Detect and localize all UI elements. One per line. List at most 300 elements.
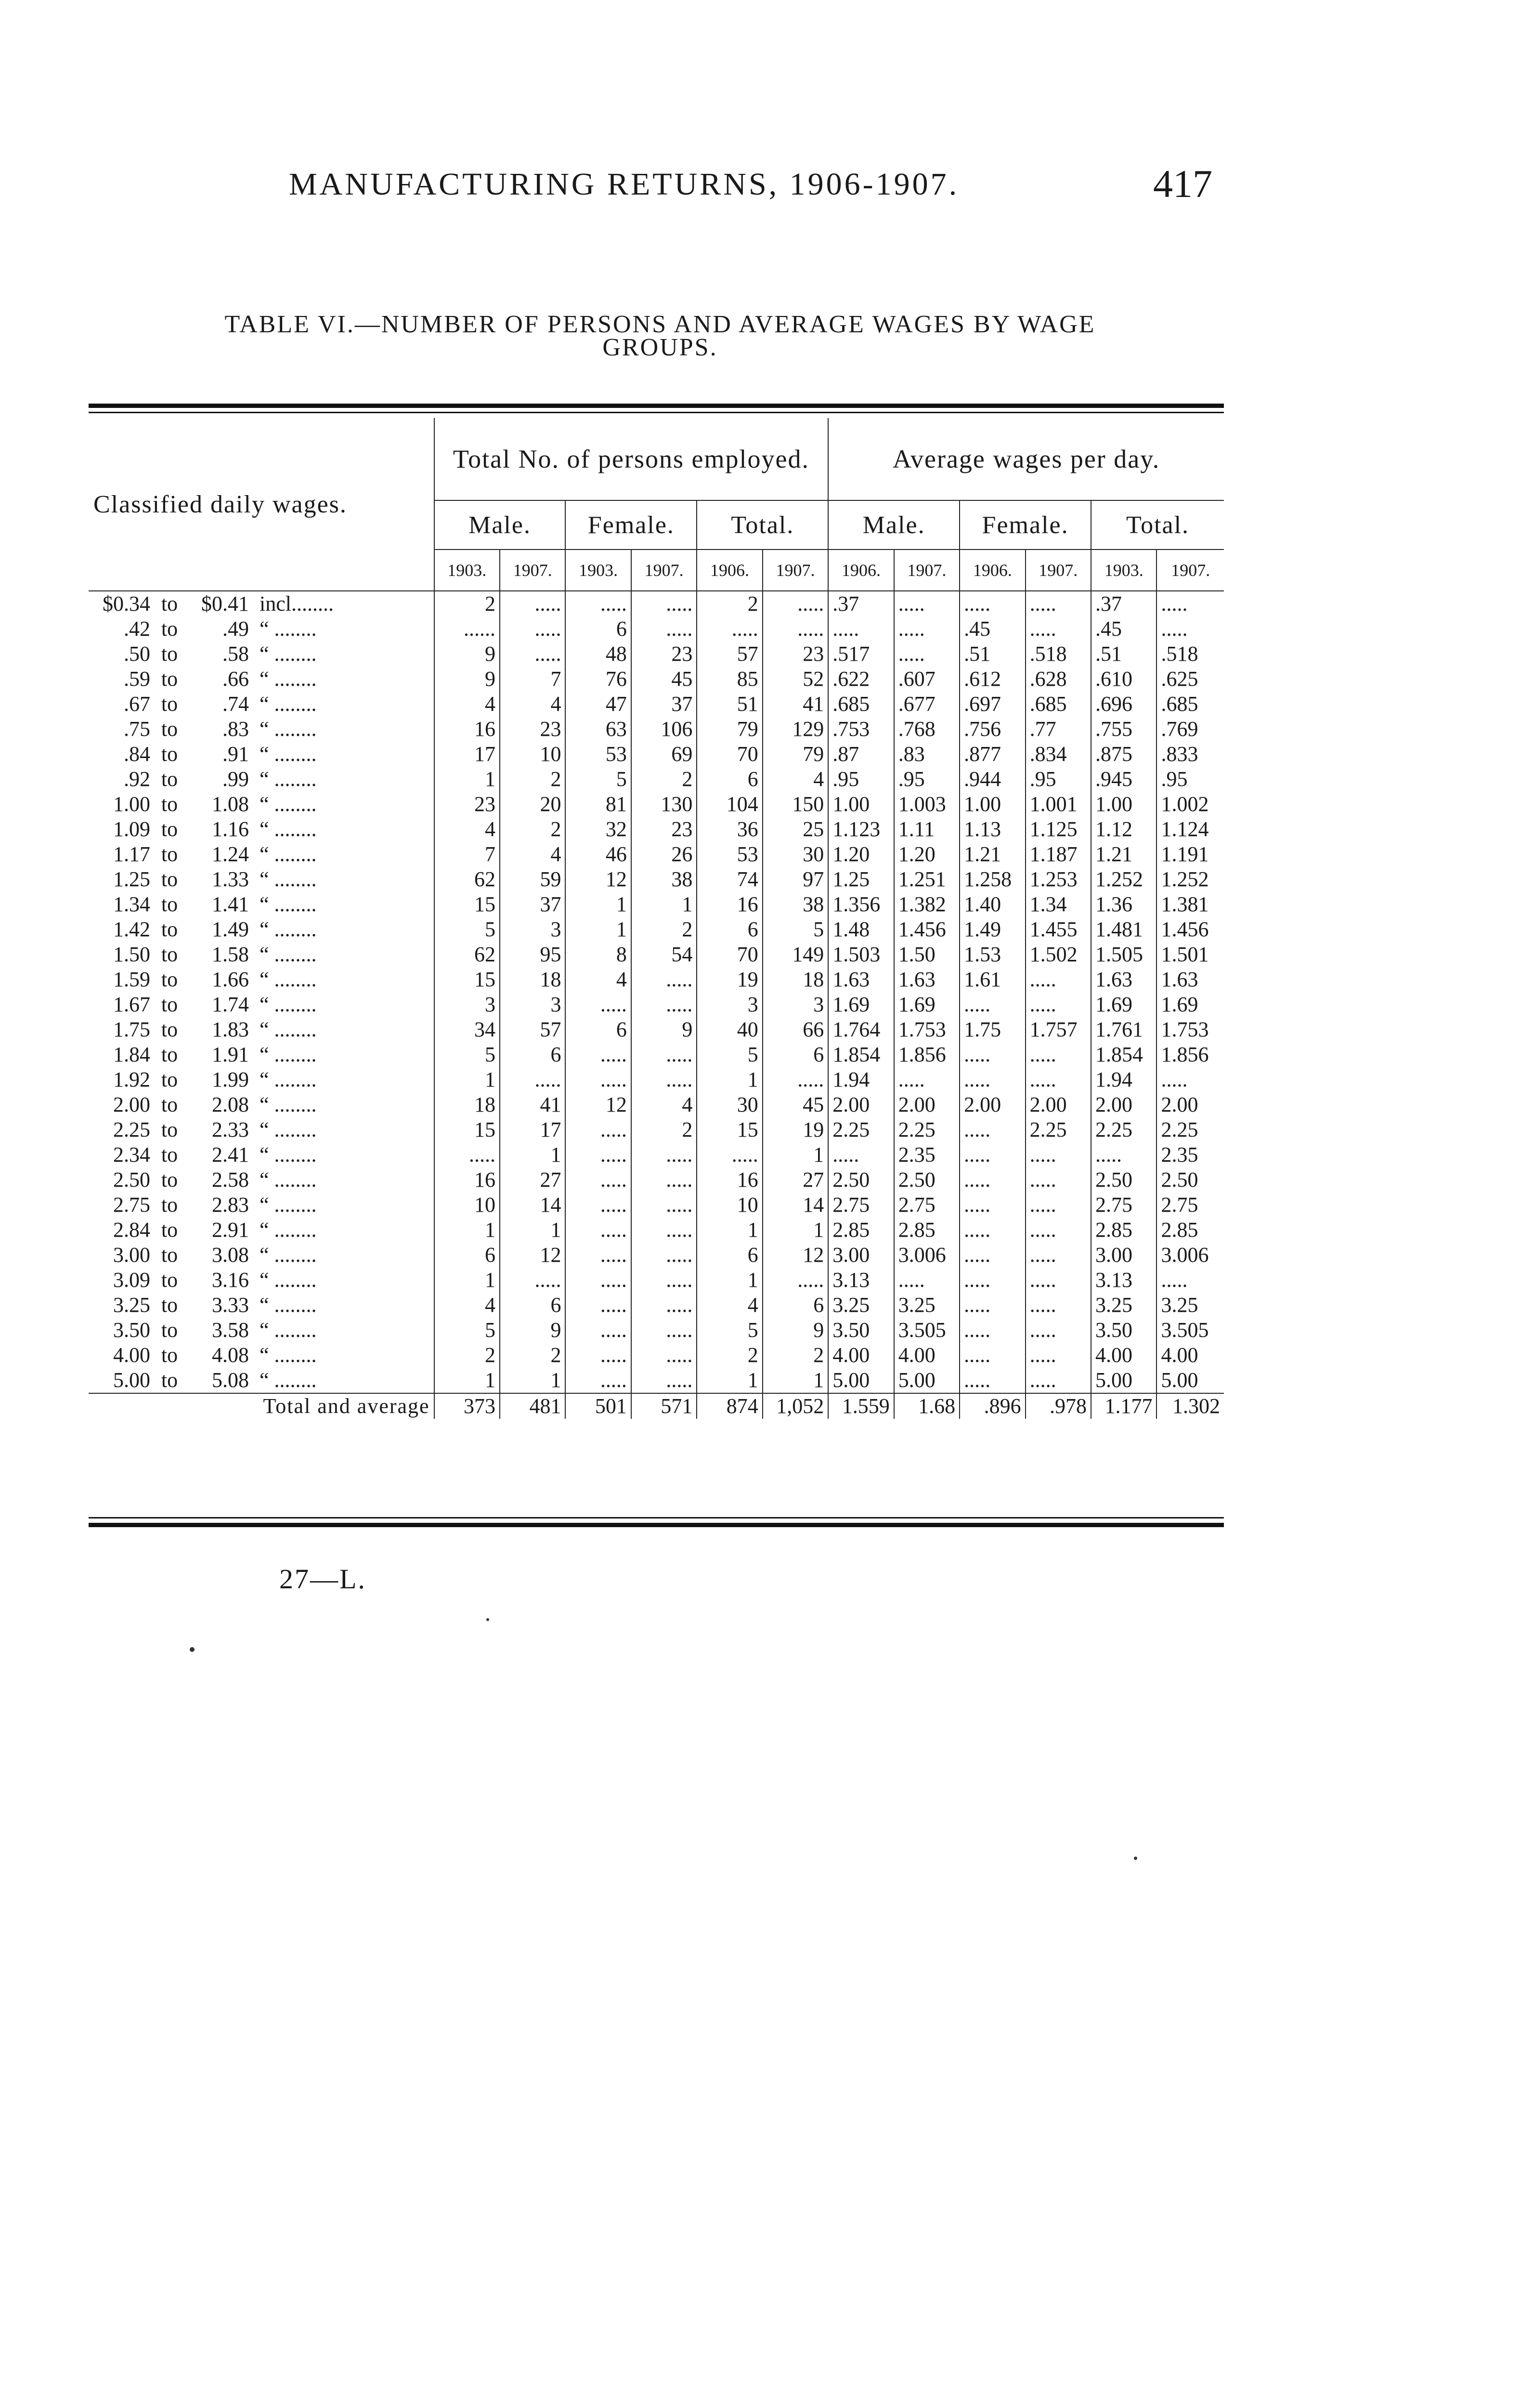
table-row [89,1318,1224,1343]
table-cell: 4.00 [894,1343,960,1368]
table-row [89,641,1224,667]
table-cell: 18 [500,967,565,992]
table-cell: 74 [697,867,762,892]
wage-to-word: to [161,817,178,841]
wage-suffix: “ ........ [260,817,317,841]
table-cell: 1.00 [960,792,1025,817]
table-cell: 16 [697,892,762,917]
wage-to-word: to [161,993,178,1016]
table-cell: 1.001 [1026,792,1091,817]
wage-range-label [89,692,434,717]
wage-suffix: “ ........ [260,1268,317,1292]
total-cell: 1.177 [1091,1393,1156,1419]
table-cell: 6 [565,616,631,641]
table-cell: 1.191 [1156,842,1224,867]
table-cell: 1.856 [894,1042,960,1067]
table-cell: .610 [1091,667,1156,692]
table-cell: 4 [565,967,631,992]
table-cell: ..... [697,1142,762,1167]
table-cell: 16 [697,1167,762,1192]
table-cell: ..... [1026,992,1091,1017]
table-cell: 1 [500,1142,565,1167]
table-cell: 30 [697,1092,762,1117]
table-cell: 2.50 [1156,1167,1224,1192]
table-cell: 2.85 [1156,1217,1224,1243]
table-cell: ..... [1026,1067,1091,1092]
table-cell: ..... [1026,1318,1091,1343]
wage-from: .67 [124,692,150,716]
wage-suffix: “ ........ [260,1118,317,1141]
table-cell: 16 [434,1167,500,1192]
table-cell: 1.53 [960,942,1025,967]
table-row [89,792,1224,817]
table-cell: ..... [631,1368,697,1393]
wage-range-label [89,1067,434,1092]
table-cell: ..... [565,1293,631,1318]
wage-to: $0.41 [201,592,249,615]
wage-range-label [89,942,434,967]
wage-suffix: “ ........ [260,1218,317,1242]
table-cell: 5 [697,1318,762,1343]
table-cell: 1 [565,892,631,917]
table-cell: 1.456 [1156,917,1224,942]
table-cell: 23 [500,717,565,742]
table-cell: 26 [631,842,697,867]
bottom-double-rule-thick [89,1523,1224,1527]
table-cell: 2.00 [960,1092,1025,1117]
table-cell: 2.00 [1026,1092,1091,1117]
wage-range-label [89,1192,434,1217]
table-cell: 129 [763,717,829,742]
table-cell: 1.501 [1156,942,1224,967]
table-cell: .95 [1026,767,1091,792]
wage-to: 2.83 [212,1193,249,1217]
year-header-cell: 1906. [828,550,894,591]
wage-suffix: “ ........ [260,1343,317,1367]
wage-to: .58 [222,642,249,666]
table-row [89,1142,1224,1167]
table-row [89,692,1224,717]
wage-to: .49 [222,617,249,641]
running-head: MANUFACTURING RETURNS, 1906-1907. [289,167,960,202]
table-cell: .95 [1156,767,1224,792]
table-cell: 66 [763,1017,829,1042]
table-cell: 2.00 [894,1092,960,1117]
table-cell: 1.20 [894,842,960,867]
table-cell: 53 [565,742,631,767]
year-header-cell: 1906. [697,550,762,591]
wage-to: 1.74 [212,993,249,1016]
table-cell: ..... [565,1368,631,1393]
table-cell: 15 [434,1117,500,1142]
table-cell: .697 [960,692,1025,717]
table-cell: ..... [1026,1217,1091,1243]
year-header-cell: 1907. [1026,550,1091,591]
table-cell: ..... [960,1318,1025,1343]
table-row [89,917,1224,942]
total-cell: 874 [697,1393,762,1419]
table-cell: 1.757 [1026,1017,1091,1042]
table-row [89,817,1224,842]
table-cell: 2.00 [828,1092,894,1117]
table-cell: 6 [500,1293,565,1318]
table-row [89,767,1224,792]
table-cell: .517 [828,641,894,667]
table-cell: .518 [1026,641,1091,667]
table-cell: 2.85 [1091,1217,1156,1243]
table-cell: 12 [500,1243,565,1268]
wage-from: 2.75 [113,1193,150,1217]
wage-range-label [89,1092,434,1117]
wage-to: 3.08 [212,1243,249,1267]
year-header-cell: 1903. [1091,550,1156,591]
table-cell: ..... [565,1268,631,1293]
table-row [89,591,1224,616]
table-cell: 47 [565,692,631,717]
wage-to: 1.91 [212,1043,249,1066]
table-cell: ..... [631,1318,697,1343]
wage-suffix: “ ........ [260,1193,317,1217]
table-cell: ..... [631,1067,697,1092]
table-cell: ..... [763,591,829,616]
table-cell: 7 [500,667,565,692]
wage-suffix: “ ........ [260,1143,317,1166]
wage-range-label [89,967,434,992]
table-cell: 1.94 [1091,1067,1156,1092]
table-cell: 1.187 [1026,842,1091,867]
wage-to-word: to [161,942,178,966]
table-cell: ..... [894,1067,960,1092]
column-header-classified-wages: Classified daily wages. [89,418,434,591]
table-cell: ..... [960,1117,1025,1142]
table-cell: .833 [1156,742,1224,767]
table-cell: 32 [565,817,631,842]
wage-to: 5.08 [212,1368,249,1392]
table-cell: 4.00 [1091,1343,1156,1368]
table-cell: 1.381 [1156,892,1224,917]
table-cell: 14 [500,1192,565,1217]
table-cell: 4 [500,842,565,867]
table-cell: ..... [894,591,960,616]
table-cell: .834 [1026,742,1091,767]
table-cell: 1.61 [960,967,1025,992]
table-cell: 1 [697,1217,762,1243]
wage-range-label [89,1217,434,1243]
table-cell: ..... [631,992,697,1017]
wage-to-word: to [161,842,178,866]
year-header-cell: 1907. [500,550,565,591]
table-cell: 2.75 [894,1192,960,1217]
table-cell: 3 [500,917,565,942]
wage-suffix: “ ........ [260,1093,317,1116]
wage-to-word: to [161,1268,178,1292]
wage-range-label [89,616,434,641]
wage-to-word: to [161,1068,178,1091]
table-body [89,591,1224,1393]
wage-from: .59 [124,667,150,691]
total-cell: 373 [434,1393,500,1419]
table-cell: 27 [763,1167,829,1192]
table-cell: 4.00 [1156,1343,1224,1368]
table-row [89,1042,1224,1067]
table-cell: ..... [960,1042,1025,1067]
table-cell: 12 [565,1092,631,1117]
table-title-line-1: TABLE VI.—NUMBER OF PERSONS AND AVERAGE WAGES BY WAGE [224,311,1096,338]
subheader-persons-male: Male. [434,500,566,550]
table-cell: ..... [631,1042,697,1067]
table-cell: 3.13 [828,1268,894,1293]
wage-suffix: “ ........ [260,892,317,916]
table-cell: ..... [1026,1167,1091,1192]
table-cell: ..... [631,1293,697,1318]
wage-to: 1.49 [212,917,249,941]
table-cell: ..... [565,1217,631,1243]
table-cell: 1.258 [960,867,1025,892]
wage-from: .92 [124,767,150,791]
table-cell: ..... [960,1368,1025,1393]
table-cell: 70 [697,742,762,767]
table-cell: 41 [763,692,829,717]
table-cell: ..... [894,1268,960,1293]
year-header-cell: 1907. [631,550,697,591]
table-cell: ..... [565,1318,631,1343]
wage-from: 5.00 [113,1368,150,1392]
table-row [89,1293,1224,1318]
table-cell: 62 [434,942,500,967]
wage-suffix: “ ........ [260,1018,317,1041]
table-cell: 18 [434,1092,500,1117]
table-cell: 1.455 [1026,917,1091,942]
table-cell: 2.75 [828,1192,894,1217]
wage-suffix: “ ........ [260,642,317,666]
table-cell: 1.11 [894,817,960,842]
table-cell: .677 [894,692,960,717]
table-cell: 2.85 [828,1217,894,1243]
table-cell: 2.25 [1026,1117,1091,1142]
table-cell: 34 [434,1017,500,1042]
table-cell: ..... [960,1142,1025,1167]
table-cell: .95 [894,767,960,792]
table-cell: 23 [631,817,697,842]
table-cell: .753 [828,717,894,742]
table-cell: 4 [631,1092,697,1117]
table-cell: 9 [434,641,500,667]
wage-suffix: “ ........ [260,1043,317,1066]
table-cell: ..... [960,1192,1025,1217]
table-row [89,1243,1224,1268]
table-cell: .685 [828,692,894,717]
wage-to: 1.58 [212,942,249,966]
wage-to-word: to [161,642,178,666]
table-cell: 1.34 [1026,892,1091,917]
table-cell: 3.006 [1156,1243,1224,1268]
wage-to-word: to [161,1343,178,1367]
subheader-wages-female: Female. [960,500,1091,550]
table-cell: .51 [960,641,1025,667]
table-cell: 1.63 [894,967,960,992]
wage-range-label [89,1293,434,1318]
table-row [89,1017,1224,1042]
table-cell: 1.382 [894,892,960,917]
wage-to-word: to [161,867,178,891]
table-cell: ..... [960,1167,1025,1192]
wage-to: 2.91 [212,1218,249,1242]
table-cell: 12 [763,1243,829,1268]
total-cell: 1.559 [828,1393,894,1419]
table-row [89,742,1224,767]
table-cell: .625 [1156,667,1224,692]
table-cell: ..... [631,967,697,992]
paper-speck [486,1618,489,1621]
table-cell: 38 [763,892,829,917]
wage-suffix: “ ........ [260,917,317,941]
wage-range-label [89,1318,434,1343]
table-cell: 1.69 [1156,992,1224,1017]
table-cell: ..... [1026,1268,1091,1293]
table-cell: 95 [500,942,565,967]
table-cell: 3.00 [828,1243,894,1268]
table-cell: 130 [631,792,697,817]
table-cell: 6 [763,1293,829,1318]
table-cell: ..... [828,616,894,641]
total-cell: 1.302 [1156,1393,1224,1419]
table-cell: 37 [631,692,697,717]
table-cell: 10 [434,1192,500,1217]
table-cell: 5 [763,917,829,942]
wage-to: 1.33 [212,867,249,891]
wage-from: 3.50 [113,1318,150,1342]
wage-from: 1.42 [113,917,150,941]
table-cell: 3.25 [828,1293,894,1318]
table-cell: ..... [631,1167,697,1192]
wage-range-label [89,892,434,917]
table-cell: 3.00 [1091,1243,1156,1268]
table-cell: ..... [1156,591,1224,616]
table-cell: ..... [960,1067,1025,1092]
total-cell: 1.68 [894,1393,960,1419]
table-cell: 4 [697,1293,762,1318]
table-cell: 1.125 [1026,817,1091,842]
table-cell: 5 [434,1318,500,1343]
table-cell: 62 [434,867,500,892]
wage-to: 1.08 [212,792,249,816]
table-cell: ..... [763,1268,829,1293]
wage-to: 3.58 [212,1318,249,1342]
table-cell: 23 [631,641,697,667]
table-cell: 15 [434,892,500,917]
table-cell: 1 [434,1067,500,1092]
table-cell: 1.002 [1156,792,1224,817]
wage-from: 2.00 [113,1093,150,1116]
table-cell: 46 [565,842,631,867]
wage-range-label [89,992,434,1017]
table-cell: 1.20 [828,842,894,867]
table-cell: 1.25 [828,867,894,892]
table-cell: 15 [434,967,500,992]
wage-to: 1.99 [212,1068,249,1091]
table-cell: ..... [960,1343,1025,1368]
table-cell: 1 [434,767,500,792]
table-cell: 18 [763,967,829,992]
wage-range-label [89,1268,434,1293]
wage-suffix: “ ........ [260,1368,317,1392]
wage-to-word: to [161,767,178,791]
table-cell: ..... [697,616,762,641]
table-cell: 2 [631,1117,697,1142]
table-cell: ..... [1156,1268,1224,1293]
wage-suffix: “ ........ [260,1168,317,1191]
table-cell: 70 [697,942,762,967]
wage-table [89,418,1224,1419]
table-cell: 19 [763,1117,829,1142]
table-cell: 1 [631,892,697,917]
subheader-wages-male: Male. [828,500,960,550]
table-cell: 9 [434,667,500,692]
table-cell: ..... [500,1067,565,1092]
table-cell: ..... [631,591,697,616]
wage-from: .84 [124,742,150,766]
table-cell: 1.50 [894,942,960,967]
wage-range-label [89,917,434,942]
wage-suffix: “ ........ [260,942,317,966]
table-cell: 15 [697,1117,762,1142]
table-cell: 2 [434,591,500,616]
table-cell: 2 [631,917,697,942]
table-cell: ..... [1156,1067,1224,1092]
table-cell: 37 [500,892,565,917]
table-cell: ..... [960,992,1025,1017]
wage-suffix: “ ........ [260,717,317,741]
year-header-cell: 1906. [960,550,1025,591]
year-header-cell: 1907. [1156,550,1224,591]
table-cell: ..... [1026,1368,1091,1393]
table-cell: 85 [697,667,762,692]
table-cell: 5.00 [894,1368,960,1393]
table-cell: ...... [434,616,500,641]
table-cell: 2.50 [894,1167,960,1192]
wage-to-word: to [161,1043,178,1066]
wage-to-word: to [161,892,178,916]
wage-to: .99 [222,767,249,791]
table-cell: 1 [763,1368,829,1393]
wage-to: 1.24 [212,842,249,866]
table-cell: 10 [500,742,565,767]
table-cell: 1.003 [894,792,960,817]
table-cell: 1.69 [828,992,894,1017]
table-cell: 1.36 [1091,892,1156,917]
table-row [89,842,1224,867]
table-cell: 1.252 [1091,867,1156,892]
wage-to-word: to [161,917,178,941]
table-cell: 2 [697,1343,762,1368]
table-cell: 3.25 [894,1293,960,1318]
wage-to: 4.08 [212,1343,249,1367]
total-cell: .978 [1026,1393,1091,1419]
table-cell: 6 [763,1042,829,1067]
wage-range-label [89,1042,434,1067]
wage-from: 1.67 [113,993,150,1016]
table-row [89,1092,1224,1117]
table-row [89,1368,1224,1393]
table-row [89,1117,1224,1142]
table-cell: 1.48 [828,917,894,942]
table-cell: 3.50 [1091,1318,1156,1343]
table-cell: 2.25 [1156,1117,1224,1142]
table-cell: .518 [1156,641,1224,667]
wage-from: 3.09 [113,1268,150,1292]
wage-range-label [89,667,434,692]
table-cell: 6 [565,1017,631,1042]
